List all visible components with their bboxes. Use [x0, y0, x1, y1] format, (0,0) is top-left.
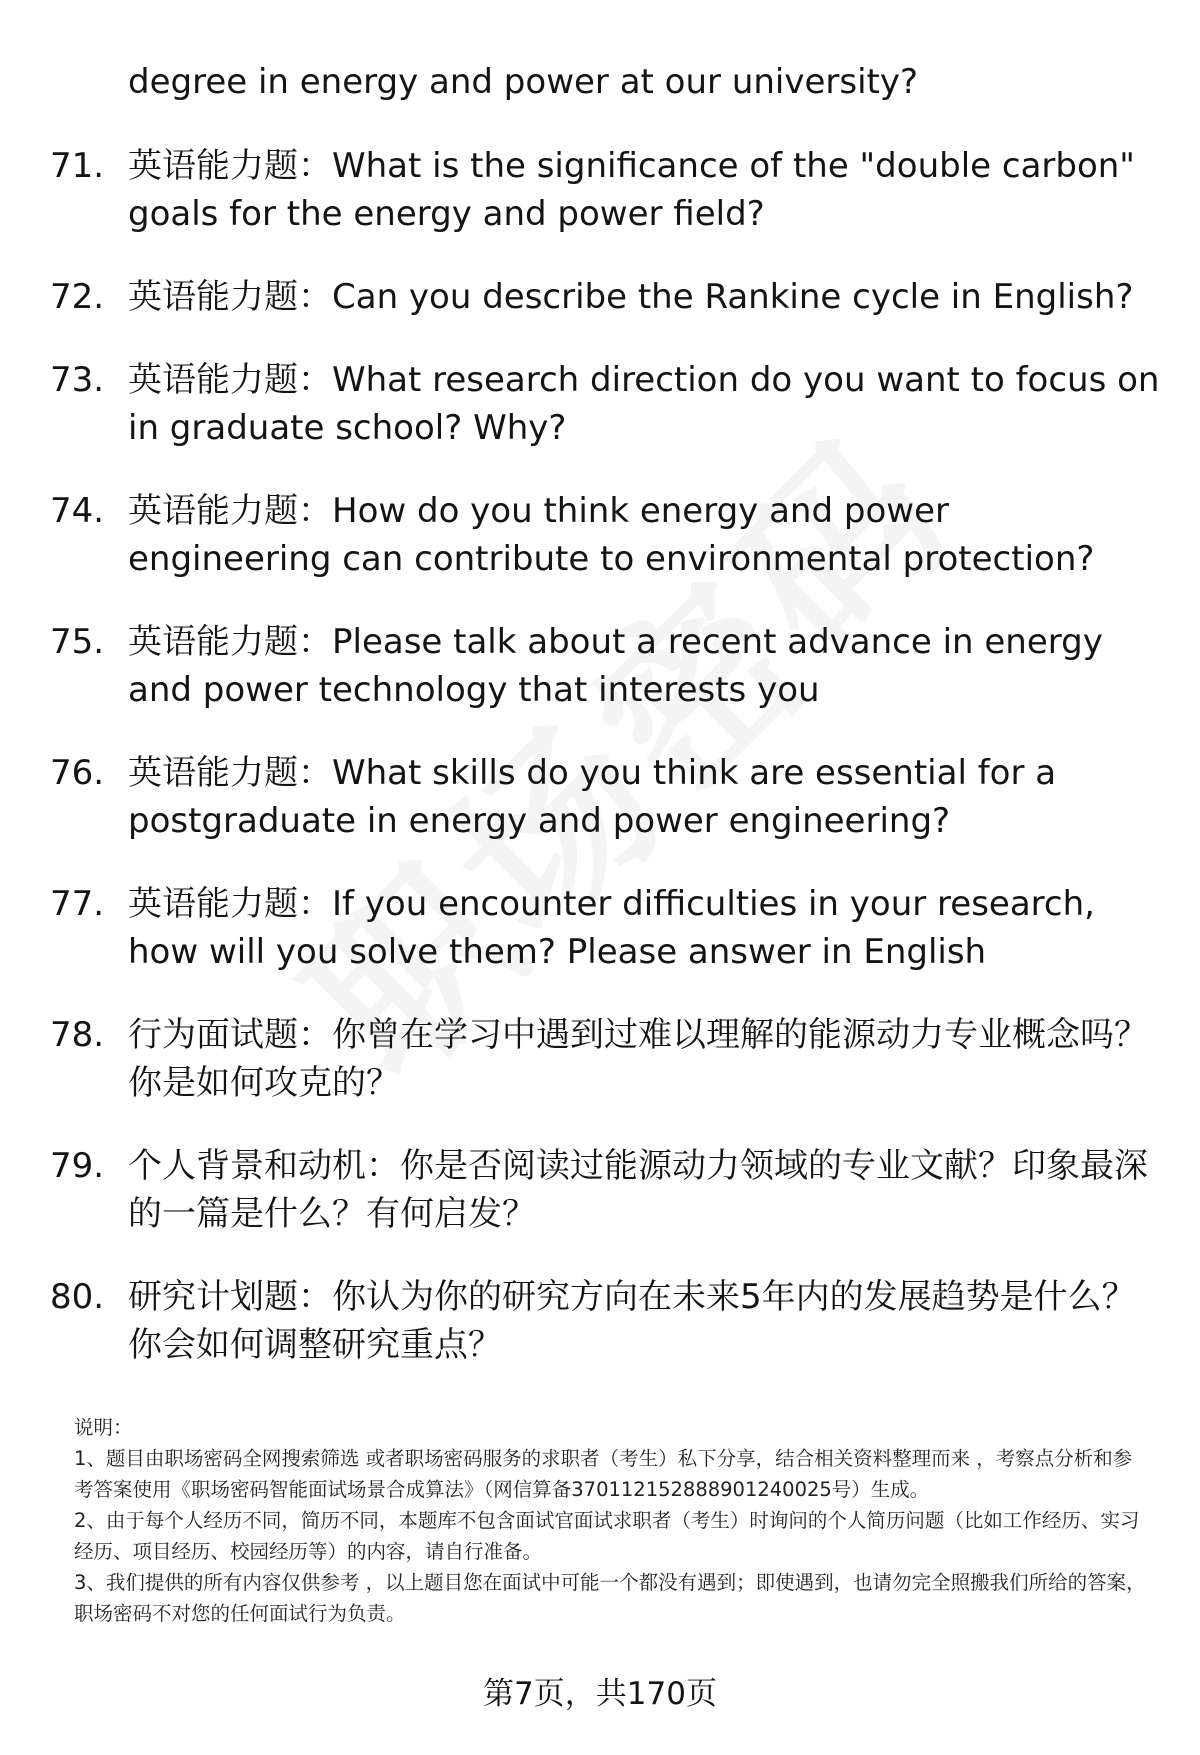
- question-number: 72.: [50, 277, 105, 317]
- question-item: [50, 880, 1160, 976]
- question-text: 行为面试题：你曾在学习中遇到过难以理解的能源动力专业概念吗？你是如何攻克的？: [128, 1015, 1148, 1103]
- question-item: [50, 142, 1160, 238]
- question-number: 71.: [50, 146, 105, 186]
- question-item: [50, 1011, 1160, 1107]
- note-item: 3、我们提供的所有内容仅供参考 ，以上题目您在面试中可能一个都没有遇到；即使遇到，也请勿完全照搬我们所给的答案，职场密码不对您的任何面试行为负责。: [74, 1571, 1146, 1625]
- question-text: 个人背景和动机：你是否阅读过能源动力领域的专业文献？印象最深的一篇是什么？有何启发？: [128, 1146, 1148, 1234]
- notes-title: 说明：: [74, 1416, 133, 1439]
- question-item: [50, 749, 1160, 845]
- question-text: 英语能力题：If you encounter difficulties in your research, how will you solve them? Please answer in English: [128, 884, 1095, 972]
- continued-question-text: degree in energy and power at our university?: [128, 62, 919, 102]
- question-text: 英语能力题：Please talk about a recent advance in energy and power technology that interests you: [128, 622, 1103, 710]
- question-text: 英语能力题：What skills do you think are essential for a postgraduate in energy and power engineering?: [128, 753, 1057, 841]
- question-item: [50, 618, 1160, 714]
- page-number: 第7页，共170页: [483, 1676, 717, 1712]
- question-item: [50, 356, 1160, 452]
- question-text: 研究计划题：你认为你的研究方向在未来5年内的发展趋势是什么？你会如何调整研究重点？: [128, 1277, 1136, 1365]
- question-text: 英语能力题：Can you describe the Rankine cycle in English?: [128, 277, 1134, 317]
- question-number: 80.: [50, 1277, 105, 1317]
- question-list: [50, 142, 1160, 1404]
- question-number: 74.: [50, 491, 105, 531]
- question-item: [50, 1142, 1160, 1238]
- question-number: 75.: [50, 622, 105, 662]
- question-item: [50, 1273, 1160, 1369]
- note-item: 1、题目由职场密码全网搜索筛选 或者职场密码服务的求职者（考生）私下分享，结合相关资料整理而来 ，考察点分析和参考答案使用《职场密码智能面试场景合成算法》（网信算备370112152888901240025号）生成。: [74, 1447, 1133, 1501]
- question-number: 76.: [50, 753, 105, 793]
- question-item: [50, 487, 1160, 583]
- question-number: 77.: [50, 884, 105, 924]
- question-text: 英语能力题：How do you think energy and power engineering can contribute to environmental protection?: [128, 491, 1095, 579]
- question-number: 78.: [50, 1015, 105, 1055]
- question-number: 79.: [50, 1146, 105, 1186]
- question-item: [50, 273, 1160, 321]
- question-number: 73.: [50, 360, 105, 400]
- note-item: 2、由于每个人经历不同，简历不同，本题库不包含面试官面试求职者（考生）时询问的个人简历问题（比如工作经历、实习经历、项目经历、校园经历等）的内容，请自行准备。: [74, 1509, 1140, 1563]
- notes-section: [74, 1412, 1150, 1629]
- question-text: 英语能力题：What is the significance of the "double carbon" goals for the energy and power field?: [128, 146, 1135, 234]
- question-text: 英语能力题：What research direction do you want to focus on in graduate school? Why?: [128, 360, 1160, 448]
